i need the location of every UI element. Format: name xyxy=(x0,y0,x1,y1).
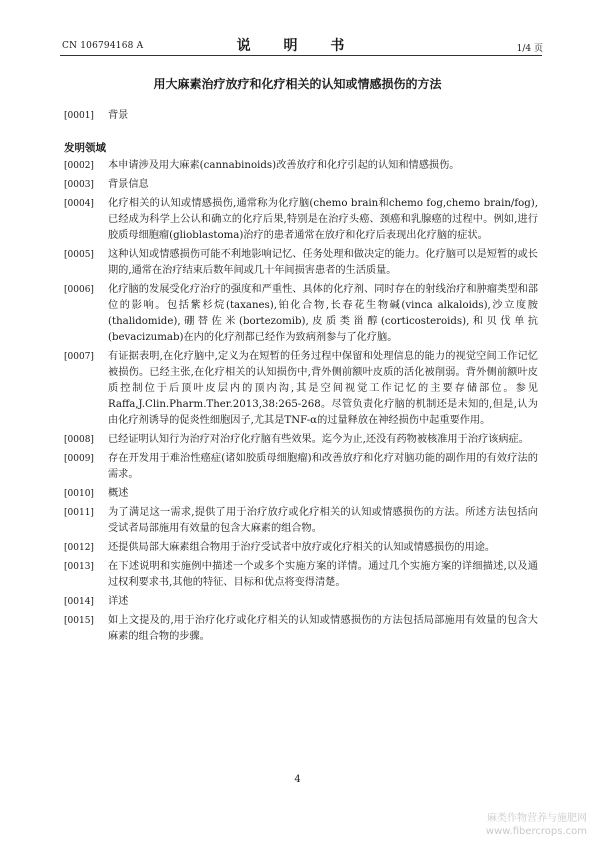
paragraph-number: [0007] xyxy=(64,352,94,362)
paragraph xyxy=(64,108,538,124)
paragraph xyxy=(64,349,538,429)
watermark-url: www.fibercrops.com xyxy=(485,826,587,837)
paragraph-text: 背景信息 xyxy=(108,179,149,190)
paragraph xyxy=(64,451,538,483)
paragraph xyxy=(64,282,538,346)
paragraph-number: [0003] xyxy=(64,180,94,190)
description-body xyxy=(64,108,538,648)
paragraph-text: 如上文提及的,用于治疗化疗或化疗相关的认知或情感损伤的方法包括局部施用有效量的包含大麻素的组合物的步骤。 xyxy=(108,615,538,642)
page-indicator: 1/4 页 xyxy=(516,44,543,54)
paragraph-text: 在下述说明和实施例中描述一个或多个实施方案的详情。通过几个实施方案的详细描述,以及通过权利要求书,其他的特征、目标和优点将变得清楚。 xyxy=(108,561,538,588)
paragraph-number: [0012] xyxy=(64,543,94,553)
paragraph-number: [0015] xyxy=(64,616,94,626)
paragraph xyxy=(64,196,538,244)
paragraph-number: [0006] xyxy=(64,285,94,295)
paragraph-text: 本申请涉及用大麻素(cannabinoids)改善放疗和化疗引起的认知和情感损伤。 xyxy=(108,160,460,171)
section-heading: 发明领域 xyxy=(64,142,106,154)
paragraph-text: 为了满足这一需求,提供了用于治疗放疗或化疗相关的认知或情感损伤的方法。所述方法包括向受试者局部施用有效量的包含大麻素的组合物。 xyxy=(108,507,538,534)
document-type-heading: 说 明 书 xyxy=(236,38,359,54)
paragraph xyxy=(64,613,538,645)
paragraph-text: 还提供局部大麻素组合物用于治疗受试者中放疗或化疗相关的认知或情感损伤的用途。 xyxy=(108,542,496,553)
paragraph-text: 化疗脑的发展受化疗治疗的强度和严重性、具体的化疗剂、同时存在的射线治疗和肿瘤类型和部位的影响。包括紫杉烷(taxanes),铂化合物,长春花生物碱(vinca alkaloids),沙立度胺(thalidomide),硼替佐米(bortezomib),皮质类甾醇(corticosteroids),和贝伐单抗(bevacizumab)在内的化疗剂都已经作为致病剂参与了化疗脑。 xyxy=(108,284,538,343)
page-number: 4 xyxy=(294,774,301,785)
paragraph-number: [0011] xyxy=(64,508,94,518)
paragraph-text: 已经证明认知行为治疗对治疗化疗脑有些效果。迄今为止,还没有药物被核准用于治疗该病症。 xyxy=(108,434,529,445)
paragraph xyxy=(64,505,538,537)
paragraph-number: [0002] xyxy=(64,161,94,171)
paragraph xyxy=(64,177,538,193)
paragraph-number: [0009] xyxy=(64,454,94,464)
paragraph-number: [0010] xyxy=(64,489,94,499)
paragraph xyxy=(64,594,538,610)
paragraph-text: 详述 xyxy=(108,596,129,607)
paragraph-text: 背景 xyxy=(108,110,129,121)
site-watermark xyxy=(486,812,587,838)
patent-number: CN 106794168 A xyxy=(62,41,144,51)
paragraph-number: [0008] xyxy=(64,435,94,445)
paragraph xyxy=(64,540,538,556)
paragraph xyxy=(64,486,538,502)
paragraph-number: [0014] xyxy=(64,597,94,607)
paragraph-text: 这种认知或情感损伤可能不利地影响记忆、任务处理和做决定的能力。化疗脑可以是短暂的或长期的,通常在治疗结束后数年间或几十年间损害患者的生活质量。 xyxy=(108,249,538,276)
paragraph xyxy=(64,158,538,174)
paragraph-number: [0013] xyxy=(64,562,94,572)
paragraph-text: 概述 xyxy=(108,488,129,499)
paragraph-number: [0005] xyxy=(64,250,94,260)
paragraph-number: [0004] xyxy=(64,199,94,209)
paragraph xyxy=(64,247,538,279)
paragraph-number: [0001] xyxy=(64,111,94,121)
header-divider xyxy=(60,55,542,56)
watermark-site-name: 麻类作物营养与施肥网 xyxy=(487,813,587,824)
document-title: 用大麻素治疗放疗和化疗相关的认知或情感损伤的方法 xyxy=(153,77,442,91)
paragraph-text: 存在开发用于难治性癌症(诸如胶质母细胞瘤)和改善放疗和化疗对脑功能的副作用的有效疗法的需求。 xyxy=(108,453,538,480)
paragraph-text: 化疗相关的认知或情感损伤,通常称为化疗脑(chemo brain和chemo fog,chemo brain/fog),已经成为科学上公认和确立的化疗后果,特别是在治疗头癌、颈癌和乳腺癌的过程中。例如,进行胶质母细胞瘤(glioblastoma)治疗的患者通常在放疗和化疗后表现出化疗脑的症状。 xyxy=(108,198,538,241)
paragraph xyxy=(64,559,538,591)
paragraph xyxy=(64,432,538,448)
paragraph-text: 有证据表明,在化疗脑中,定义为在短暂的任务过程中保留和处理信息的能力的视觉空间工作记忆被损伤。已经主张,在化疗相关的认知损伤中,背外侧前额叶皮质的活化被削弱。背外侧前额叶皮质控制位于后顶叶皮层内的顶内沟,其是空间视觉工作记忆的主要存储部位。参见Raffa,J.Clin.Pharm.Ther.2013,38:265-268。尽管负责化疗脑的机制还是未知的,但是,认为由化疗剂诱导的促炎性细胞因子,尤其是TNF-α的过量释放在神经损伤中起重要作用。 xyxy=(108,351,538,426)
